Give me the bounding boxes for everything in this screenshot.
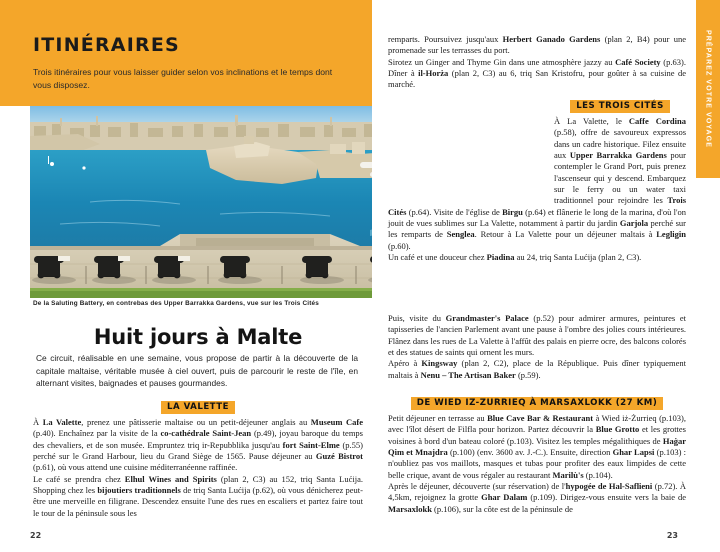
section-heading-marsaxlokk bbox=[388, 392, 686, 410]
article-intro: Ce circuit, réalisable en une semaine, vous propose de partir à la découverte de la capitale maltaise, véritable musée à ciel ouvert, puis de parcourir le reste de l'île, en alternant visites, baignades et pauses gourmandes. bbox=[36, 353, 358, 389]
photo-wrap-spacer bbox=[388, 95, 554, 197]
section-heading-label: LA VALETTE bbox=[161, 401, 235, 415]
paragraph: remparts. Poursuivez jusqu'aux Herbert Ganado Gardens (plan 2, B4) pour une promenade sur les terrasses du port. bbox=[388, 34, 686, 56]
section-tab-preparez-votre-voyage bbox=[696, 0, 720, 178]
la-valette-column bbox=[33, 396, 363, 519]
paragraph: À La Valette, le Caffe Cordina (p.58), offre de savoureux expressos dans un cadre historique. Filez ensuite aux Upper Barrakka Gardens pour contempler le Grand Port, puis prenez l'ascenseur qui y descend. Embarquez sur le ferry ou un water taxi traditionnel pour rejoindre les Trois Cités (p.64). Visite de l'église de Birgu (p.64) et flânerie le long de la marina, d'où l'on jouit de vues sublimes sur La Valette, notamment à partir du jardin Garjola perché sur les remparts de Senglea. Retour à La Valette pour un déjeuner maltais à Legligin (p.60). bbox=[388, 116, 687, 251]
folio-right: 23 bbox=[666, 531, 678, 540]
paragraph: Apéro à Kingsway (plan 2, C2), place de la République. Puis dîner typiquement maltais à Nenu – The Artisan Baker (p.59). bbox=[388, 358, 687, 380]
article-title: Huit jours à Malte bbox=[93, 325, 303, 349]
right-page bbox=[372, 0, 720, 552]
paragraph: Après le déjeuner, découverte (sur réservation) de l'hypogée de Hal-Saflieni (p.72). À 4,5km, rejoignez la grotte Ghar Dalam (p.109). Dirigez-vous ensuite vers la baie de Marsaxlokk (p.106), sur la côte est de la péninsule de bbox=[388, 481, 686, 514]
section-heading-la-valette bbox=[33, 396, 363, 414]
folio-left: 22 bbox=[30, 531, 42, 540]
la-valette-continued bbox=[388, 34, 686, 91]
section-heading-label: DE WIED IZ-ZURRIEQ À MARSAXLOKK (27 KM) bbox=[411, 397, 664, 411]
section-tab-label: PRÉPAREZ VOTRE VOYAGE bbox=[704, 29, 712, 149]
les-trois-cites-wrap bbox=[388, 95, 686, 305]
marsaxlokk-section bbox=[388, 392, 686, 515]
paragraph: Sirotez un Ginger and Thyme Gin dans une atmosphère jazzy au Café Society (p.63). Dîner à il-Horża (plan 2, C3) au 6, triq San Kristofru, pour goûter à sa cuisine de marché. bbox=[388, 56, 686, 90]
section-heading-les-trois-cites bbox=[554, 95, 686, 113]
les-trois-cites-body-bottom bbox=[388, 313, 686, 381]
section-heading-label: LES TROIS CITÉS bbox=[570, 100, 670, 114]
itineraries-banner bbox=[0, 0, 372, 106]
paragraph: Petit déjeuner en terrasse au Blue Cave Bar & Restaurant à Wied iż-Żurrieq (p.103), avec l'îlot désert de Filfla pour horizon. Partez découvrir la Blue Grotto et les grottes voisines à bord d'un bateau coloré (p.103). Visitez les temples mégalithiques de Haġar Qim et Mnajdra (p.100) (env. 3600 av. J.-C.). Ensuite, direction Ghar Lapsi (p.103) : n'oubliez pas vos maillots, masques et tubas pour profiter des eaux limpides de cette belle crique, avant de vous régaler au restaurant Marilù's (p.104). bbox=[388, 413, 687, 480]
paragraph: Puis, visite du Grandmaster's Palace (p.52) pour admirer armures, peintures et tapisseries de l'ancien Parlement avant une pause à l'ombre des jolies cours intérieures. Flânez dans les rues de La Valette à l'affût des palais en pierre ocre, des balcons colorés et des statues de saints qui ornent les murs. bbox=[388, 313, 686, 358]
banner-subtitle: Trois itinéraires pour vous laisser guider selon vos inclinations et le temps dont vous disposez. bbox=[33, 67, 333, 90]
page-title: ITINÉRAIRES bbox=[33, 34, 180, 56]
la-valette-body bbox=[33, 417, 363, 519]
paragraph: Le café se prendra chez Elhul Wines and Spirits (plan 2, C3) au 152, triq Santa Lućija. Shopping chez les bijoutiers traditionnels de triq Santa Lućija (p.62), où vous dénicherez peut-être une merveille en filigrane. Descendez ensuite l'une des rues en escaliers et partez faire tout le tour de la péninsule sous les bbox=[33, 473, 363, 518]
photo-caption: De la Saluting Battery, en contrebas des Upper Barrakka Gardens, vue sur les Trois Cités bbox=[33, 300, 320, 307]
paragraph: Un café et une douceur chez Piadina au 24, triq Santa Lućija (plan 2, C3). bbox=[388, 252, 642, 263]
paragraph: À La Valette, prenez une pâtisserie maltaise ou un petit-déjeuner anglais au Museum Cafe (p.40). Enchaînez par la visite de la co-cathédrale Saint-Jean (p.49), joyau baroque du temps des chevaliers, et de son musée. Empruntez triq ir-Repubblika jusqu'au fort Saint-Elme (p.55) perché sur le Grand Harbour, lieu du Grand Siège de 1565. Pause déjeuner au Guzé Bistrot (p.61), où vous attend une cuisine méditerranéenne raffinée. bbox=[33, 417, 364, 473]
marsaxlokk-body bbox=[388, 413, 686, 515]
